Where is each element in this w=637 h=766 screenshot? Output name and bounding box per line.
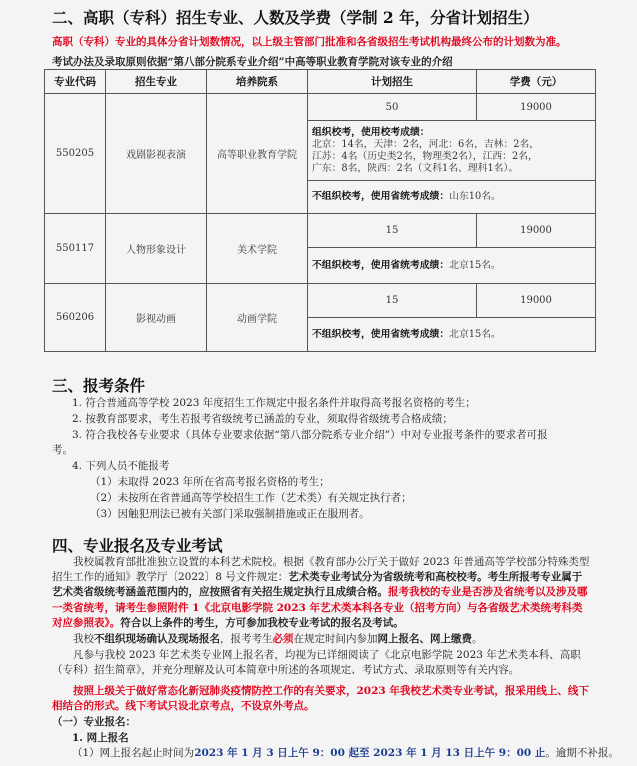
section4-heading: 四、专业报名及专业考试 xyxy=(52,536,223,555)
condition-item: 1. 符合普通高等学校 2023 年度招生工作规定中报名条件并取得高考报名资格的考生； xyxy=(72,397,476,409)
condition-item: 2. 按教育部要求，考生若报考省级统考已涵盖的专业，须取得省级统考合格成绩； xyxy=(72,413,453,425)
row-plan: 15 xyxy=(308,284,477,318)
row-fee: 19000 xyxy=(477,284,596,318)
header-college: 培养院系 xyxy=(207,70,308,94)
policy-condition: 符合以上条件的考生，方可参加我校专业考试的报名及考试。 xyxy=(120,616,404,629)
row-fee: 19000 xyxy=(477,214,596,248)
row-college: 高等职业教育学院 xyxy=(207,94,308,214)
registration-period xyxy=(72,746,619,760)
org-exam-label: 组织校考，使用校考成绩： xyxy=(312,126,430,138)
enrollment-table xyxy=(44,69,596,352)
row-major: 人物形象设计 xyxy=(106,214,207,284)
plan-red-note: 高职（专科）专业的具体分省计划数情况，以上级主管部门批准和各省级招生考试机构最终公布的计划数为准。 xyxy=(52,36,567,48)
nonorg-exam-cell xyxy=(308,248,596,284)
nonorg-exam-label: 不组织校考，使用省统考成绩： xyxy=(312,191,450,202)
header-plan: 计划招生 xyxy=(308,70,477,94)
paragraph-acknowledge: 凡参与我校 2023 年艺术类专业网上报名者，均视为已详细阅读了《北京电影学院 2023 年艺术类本科、高职（专科）招生简章》，并充分理解及认可本简章中所述的各项规定、考试方式、录取原则等有关内容。 xyxy=(52,649,581,677)
condition-item: 考。 xyxy=(52,444,73,456)
condition-sub-item: （2）未按所在省普通高等学校招生工作（艺术类）有关规定执行者； xyxy=(90,492,412,504)
online-text: 。 xyxy=(472,633,483,645)
online-text: 我校 xyxy=(73,633,94,645)
row-plan: 15 xyxy=(308,214,477,248)
row-code: 560206 xyxy=(45,284,106,352)
paragraph-covid: 按照上级关于做好常态化新冠肺炎疫情防控工作的有关要求，2023 年我校艺术类专业考试，报采用线上、线下相结合的形式。线下考试只设北京考点，不设京外考点。 xyxy=(52,685,589,713)
org-exam-cell xyxy=(308,121,596,181)
period-dates: 2023 年 1 月 3 日上午 9：00 起至 2023 年 1 月 13 日上午 9：00 止 xyxy=(194,747,546,759)
table-row xyxy=(45,94,596,121)
header-fee: 学费（元） xyxy=(477,70,596,94)
org-exam-line: 北京：14名，天津：2名，河北：6名，吉林：2名， xyxy=(312,138,540,150)
nonorg-exam-cell xyxy=(308,318,596,352)
nonorg-exam-label: 不组织校考，使用省统考成绩： xyxy=(312,259,450,271)
online-text: ，报考考生 xyxy=(220,633,273,645)
online-must: 必须 xyxy=(272,633,294,645)
condition-item: 4. 下列人员不能报考 xyxy=(72,460,170,472)
policy-bold: 艺术类专业考试分为省级统考和高校校考。考生所报考专业属于艺术类省级统考涵盖范围内的，应按照省有关招生规定执行且成绩合格。 xyxy=(52,571,583,599)
online-text: 在规定时间内参加 xyxy=(293,633,378,645)
header-major: 招生专业 xyxy=(106,70,207,94)
period-text: （1）网上报名起止时间为 xyxy=(72,747,195,759)
online-bold: 不组织现场确认及现场报名 xyxy=(94,633,220,645)
condition-sub-item: （3）因触犯刑法已被有关部门采取强制措施或正在服刑者。 xyxy=(90,508,370,520)
policy-text: 我校属教育部批准独立设置的本科艺术院校。根据《教育部办公厅关于做好 2023 年普通高等学校部分特殊类型招生工作的通知》教学厅〔2022〕8 号文件规定： xyxy=(52,556,590,584)
condition-item: 3. 符合我校各专业要求（具体专业要求依据“第八部分院系专业介绍”）中对专业报考条件的要求者可报 xyxy=(72,429,548,441)
row-college: 动画学院 xyxy=(207,284,308,352)
row-code: 550117 xyxy=(45,214,106,284)
exam-method-note: 考试办法及录取原则依据“第八部分院系专业介绍”中高等职业教育学院对该专业的介绍 xyxy=(52,56,453,68)
table-header-row xyxy=(45,70,596,94)
row-plan: 50 xyxy=(308,94,477,121)
nonorg-exam-value: 北京15名。 xyxy=(449,328,501,340)
row-major: 戏剧影视表演 xyxy=(106,94,207,214)
org-exam-line: 广东：8名，陕西：2名（文科1名、理科1名）。 xyxy=(312,162,519,174)
condition-sub-item: （1）未取得 2023 年所在省高考报名资格的考生； xyxy=(90,476,330,488)
subsection-online-registration: 1. 网上报名 xyxy=(72,732,129,744)
row-fee: 19000 xyxy=(477,94,596,121)
row-code: 550205 xyxy=(45,94,106,214)
online-bold: 网上报名、网上缴费 xyxy=(377,633,472,645)
section3-heading: 三、报考条件 xyxy=(52,376,146,395)
nonorg-exam-value: 山东10名。 xyxy=(449,191,501,202)
org-exam-line: 江苏：4名（历史类2名，物理类2名），江西：2名， xyxy=(312,150,538,162)
nonorg-exam-cell xyxy=(308,181,596,214)
nonorg-exam-label: 不组织校考，使用省统考成绩： xyxy=(312,328,450,340)
paragraph-online xyxy=(52,632,592,647)
nonorg-exam-value: 北京15名。 xyxy=(449,259,501,271)
table-row xyxy=(45,284,596,318)
policy-red: 报考我校的专业是否涉及省统考以及涉及哪一类省统考，请考生参照附件 1《北京电影学院 2023 年艺术类本科各专业（招考方向）与各省级艺术类统考科类对应参照表》。 xyxy=(52,586,588,629)
section2-heading: 二、高职（专科）招生专业、人数及学费（学制 2 年，分省计划招生） xyxy=(52,8,539,27)
paragraph-policy xyxy=(52,555,592,631)
table-row xyxy=(45,214,596,248)
subsection-registration: （一）专业报名： xyxy=(52,716,136,728)
period-text: 。逾期不补报。 xyxy=(545,747,619,759)
row-college: 美术学院 xyxy=(207,214,308,284)
row-major: 影视动画 xyxy=(106,284,207,352)
header-code: 专业代码 xyxy=(45,70,106,94)
